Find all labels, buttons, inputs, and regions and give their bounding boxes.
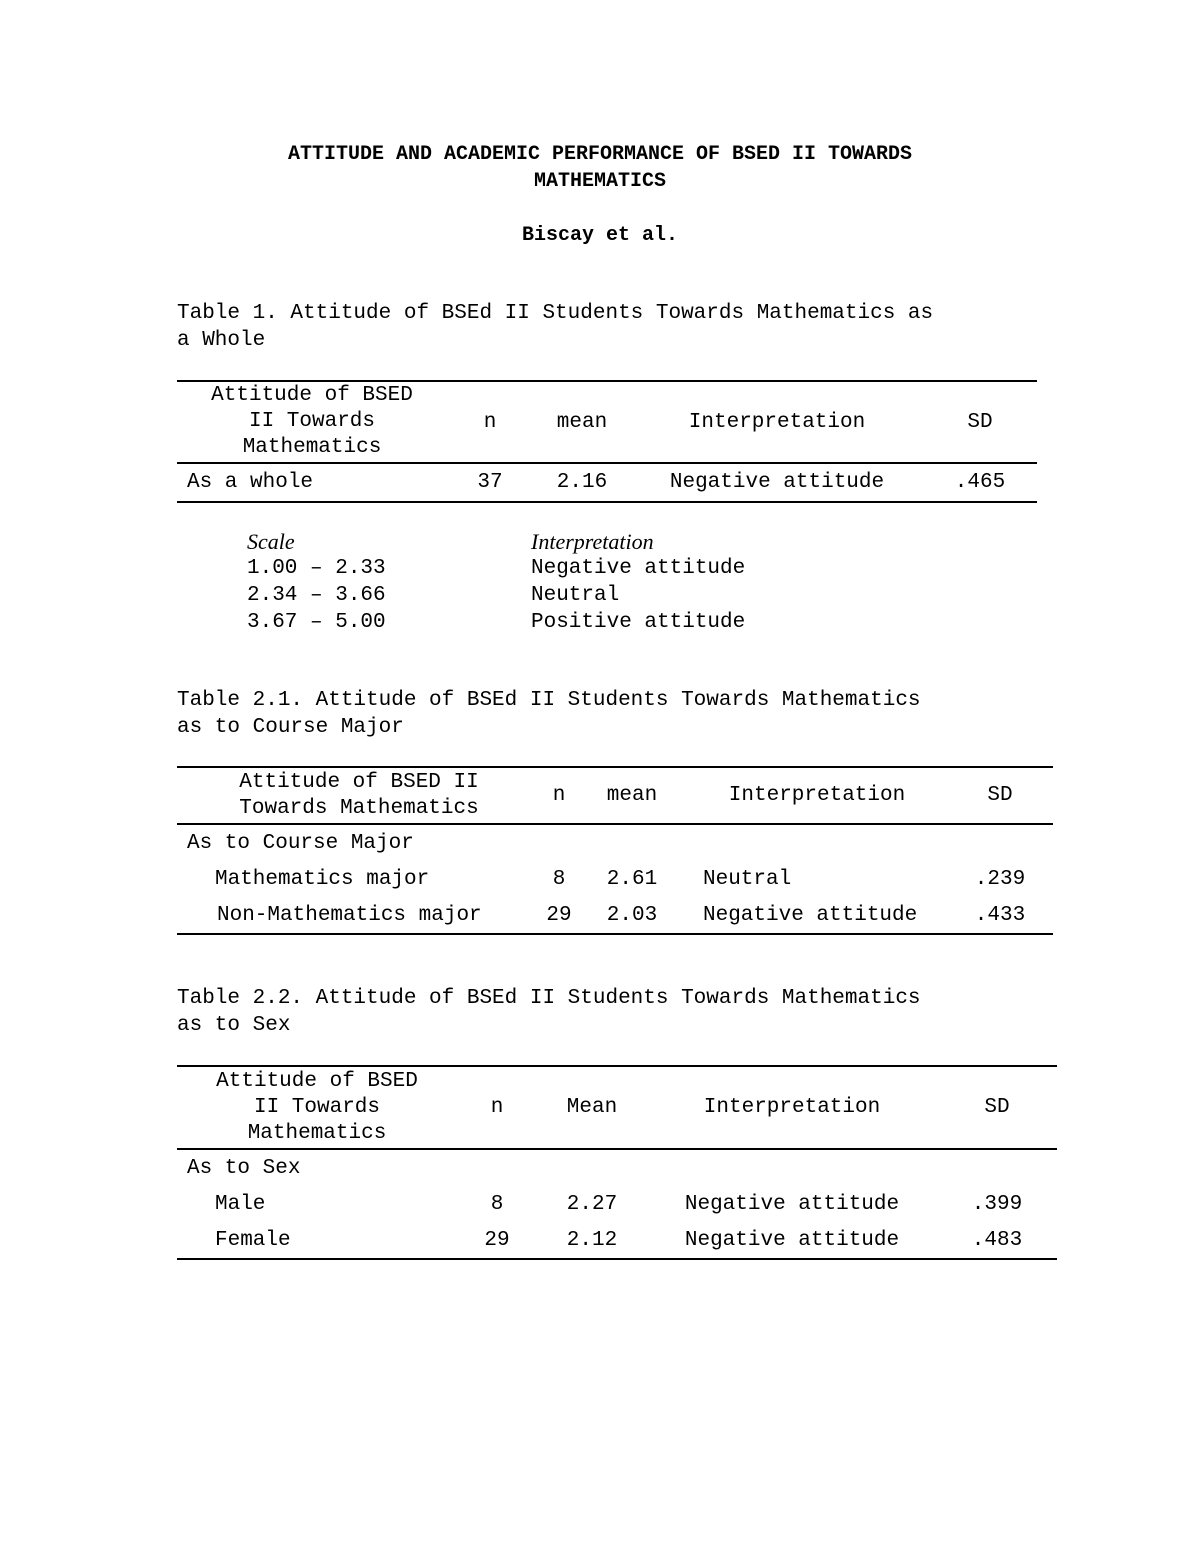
table1-header-interpretation: Interpretation <box>631 381 923 463</box>
scale-row <box>247 582 745 609</box>
header-line: Attitude of BSED II <box>239 770 479 794</box>
paper-title <box>0 141 1200 195</box>
table2-2-caption <box>177 985 1047 1039</box>
table2-1-caption <box>177 687 1047 741</box>
table1 <box>177 380 1037 503</box>
row-interpretation: Negative attitude <box>631 463 923 502</box>
scale-row <box>247 609 745 636</box>
table2-2-header-interpretation: Interpretation <box>647 1066 937 1149</box>
header-line: Attitude of BSED <box>216 1069 418 1093</box>
table-row <box>177 1222 1057 1259</box>
scale-range: 2.34 – 3.66 <box>247 584 386 607</box>
table-row <box>177 463 1037 502</box>
row-mean: 2.27 <box>566 1192 618 1216</box>
group-label: As to Course Major <box>187 831 414 855</box>
table2-1-header-interpretation: Interpretation <box>687 767 947 824</box>
table1-caption <box>177 300 1047 354</box>
row-label: Female <box>177 1222 457 1259</box>
row-n: 29 <box>457 1222 537 1259</box>
table2-2-header-attitude <box>177 1066 457 1149</box>
table2-2-caption-line1: Table 2.2. Attitude of BSEd II Students Towards Mathematics <box>177 987 921 1010</box>
scale-header-row <box>247 528 745 555</box>
row-label: As a whole <box>177 463 447 502</box>
paper-authors: Biscay et al. <box>521 224 679 247</box>
scale-range: 1.00 – 2.33 <box>247 557 386 580</box>
scale-legend <box>247 528 745 636</box>
row-n: 29 <box>541 897 577 934</box>
table1-header-row <box>177 381 1037 463</box>
row-mean: 2.12 <box>537 1222 647 1259</box>
row-label: Male <box>215 1192 266 1216</box>
row-label: Non-Mathematics major <box>177 897 541 934</box>
row-sd: .433 <box>947 897 1053 934</box>
table-row <box>177 897 1053 934</box>
scale-header-interpretation: Interpretation <box>531 529 654 554</box>
table2-2-header-mean: Mean <box>537 1066 647 1149</box>
group-label: As to Sex <box>187 1156 301 1180</box>
scale-label: Neutral <box>531 584 620 607</box>
row-sd: .239 <box>974 867 1026 891</box>
table1-header-attitude <box>177 381 447 463</box>
table2-1-header-sd: SD <box>947 767 1053 824</box>
scale-label: Negative attitude <box>531 557 746 580</box>
row-interpretation: Neutral <box>703 867 792 891</box>
table2-1 <box>177 766 1053 935</box>
paper-title-line2: MATHEMATICS <box>533 170 667 193</box>
table2-2-caption-line2: as to Sex <box>177 1014 291 1037</box>
row-interpretation: Negative attitude <box>687 897 947 934</box>
row-label: Mathematics major <box>215 867 430 891</box>
table2-2-header-row <box>177 1066 1057 1149</box>
header-line: Mathematics <box>242 436 382 459</box>
table-row <box>177 861 1053 897</box>
row-sd: .483 <box>937 1222 1057 1259</box>
row-n: 8 <box>552 867 566 891</box>
table-group-row <box>177 824 1053 861</box>
header-line: II Towards <box>253 1095 381 1119</box>
scale-range: 3.67 – 5.00 <box>247 611 386 634</box>
table2-2 <box>177 1065 1057 1260</box>
row-mean: 2.16 <box>533 463 631 502</box>
scale-header-scale: Scale <box>247 529 295 554</box>
table1-header-sd: SD <box>923 381 1037 463</box>
table2-1-header-row <box>177 767 1053 824</box>
table2-1-header-n: n <box>541 767 577 824</box>
scale-label: Positive attitude <box>531 611 746 634</box>
header-line: Towards Mathematics <box>239 796 479 820</box>
row-mean: 2.03 <box>577 897 687 934</box>
row-sd: .399 <box>971 1192 1023 1216</box>
table-group-row <box>177 1149 1057 1186</box>
row-mean: 2.61 <box>606 867 658 891</box>
table2-2-header-n: n <box>457 1066 537 1149</box>
row-n: 8 <box>490 1192 504 1216</box>
paper-title-line1: ATTITUDE AND ACADEMIC PERFORMANCE OF BSED II TOWARDS <box>287 143 913 166</box>
header-line: Attitude of BSED <box>211 384 413 407</box>
table2-1-caption-line2: as to Course Major <box>177 716 404 739</box>
row-n: 37 <box>447 463 533 502</box>
table2-1-header-mean: mean <box>577 767 687 824</box>
table1-caption-line1: Table 1. Attitude of BSEd II Students Towards Mathematics as <box>177 302 934 325</box>
table-row <box>177 1186 1057 1222</box>
table2-2-header-sd: SD <box>937 1066 1057 1149</box>
scale-row <box>247 555 745 582</box>
table1-header-n: n <box>447 381 533 463</box>
table2-1-caption-line1: Table 2.1. Attitude of BSEd II Students Towards Mathematics <box>177 689 921 712</box>
header-line: Mathematics <box>247 1121 387 1145</box>
row-interpretation: Negative attitude <box>647 1222 937 1259</box>
table2-1-header-attitude <box>177 767 541 824</box>
table1-header-mean: mean <box>533 381 631 463</box>
header-line: II Towards <box>248 410 376 433</box>
row-sd: .465 <box>923 463 1037 502</box>
row-interpretation: Negative attitude <box>684 1192 900 1216</box>
table1-caption-line2: a Whole <box>177 329 266 352</box>
